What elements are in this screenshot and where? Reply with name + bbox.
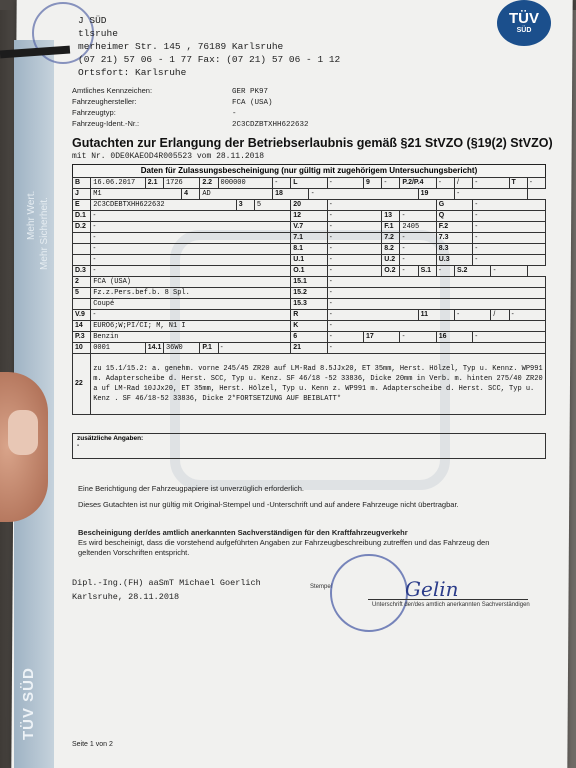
grid-field-value: - [91, 310, 291, 321]
grid-field-key: L [291, 178, 327, 189]
report-date: 28.11.2018 [216, 152, 265, 161]
grid-field-key: G [436, 200, 472, 211]
grid-field-value: - [91, 266, 291, 277]
vehicle-details [72, 86, 309, 130]
place-date: Karlsruhe, 28.11.2018 [72, 592, 180, 602]
grid-field-key: 21 [291, 343, 327, 354]
remarks-field-22: zu 15.1/15.2: a. genehm. vorne 245/45 ZR20 auf LM-Rad 8.5JJx20, ET 35mm, Herst. Hölzel, Typ u. Kennz. WP991 m. Adapterscheibe d. Herst. SCC, Typ u. Kenz. SF 46/18 -52 33836, Dicke 20mm in Verb. m. hinten 275/40 ZR20 a uf LM-Rad 10JJx20, ET 35mm, Herst. Hölzel, Typ u. Kenn z. WP991 m. Adapterscheibe d. Herst. SCC, Typ u. Kenz . SF 46/18-52 33836, Dicke 2*FORTSETZUNG AUF BEIBLATT* [91, 354, 546, 415]
grid-field-key: 7.2 [382, 233, 400, 244]
signature-caption: Unterschrift der/des amtlich anerkannten Sachverständigen [372, 602, 530, 608]
grid-field-value: - [327, 266, 382, 277]
grid-field-key: D.1 [73, 211, 91, 222]
subtitle-prefix: mit Nr. [72, 152, 106, 161]
grid-field-key: 15.3 [291, 299, 327, 310]
grid-field-key: 14 [73, 321, 91, 332]
vehicle-label: Amtliches Kennzeichen: [72, 86, 153, 95]
grid-field-value: - [327, 310, 418, 321]
vehicle-value: - [232, 110, 237, 118]
grid-field-value: - [91, 244, 291, 255]
grid-field-key: O.2 [382, 266, 400, 277]
grid-field-key: 17 [364, 332, 400, 343]
side-brand: TÜV SÜD [20, 667, 37, 740]
grid-field-value: - [473, 255, 546, 266]
stamp-label: Stempel [310, 584, 333, 590]
grid-field-key: 18 [273, 189, 309, 200]
issuer-address [78, 14, 340, 79]
grid-field-value: - [327, 244, 382, 255]
grid-field-value: - [327, 211, 382, 222]
grid-title: Daten für Zulassungsbescheinigung (nur gültig mit zugehörigem Untersuchungsbericht) [72, 164, 546, 177]
issuer-line-3: merheimer Str. 145 , 76189 Karlsruhe [78, 41, 284, 52]
grid-field-value: - [473, 244, 546, 255]
grid-row-22 [73, 354, 546, 415]
tuv-logo [497, 0, 551, 46]
grid-row [73, 211, 546, 222]
grid-field-value: - [327, 343, 545, 354]
examiner-name: Dipl.-Ing.(FH) aaSmT Michael Goerlich [72, 578, 261, 588]
handwritten-signature: Gelin [405, 577, 459, 601]
grid-field-value: - [218, 343, 291, 354]
grid-field-value: EURO6;W;PI/CI; M, N1 I [91, 321, 291, 332]
grid-field-key: 8.2 [382, 244, 400, 255]
grid-field-value: - [400, 233, 436, 244]
grid-field-key: 16 [436, 332, 472, 343]
grid-field-key: T [509, 178, 527, 189]
issuer-line-5: Ortsfort: Karlsruhe [78, 67, 187, 78]
certification-text: Es wird bescheinigt, dass die vorstehend aufgeführten Angaben zur Fahrzeugbeschreibung zutreffen und das Fahrzeug den geltenden Vorschriften entspricht. [78, 538, 490, 557]
document-subtitle [72, 152, 264, 161]
grid-field-key: 22 [73, 354, 91, 415]
grid-field-value: - [473, 332, 546, 343]
grid-field-value: - [91, 255, 291, 266]
grid-field-key: 5 [73, 288, 91, 299]
fingernail [8, 410, 38, 455]
grid-field-value: 2405 [400, 222, 436, 233]
grid-field-value: - [527, 178, 545, 189]
signature-line [368, 599, 528, 600]
grid-field-value: - [327, 321, 545, 332]
grid-field-key: J [73, 189, 91, 200]
grid-field-value: - [327, 200, 436, 211]
signature-block [72, 576, 261, 604]
grid-field-key: 19 [418, 189, 454, 200]
grid-field-value: - [473, 200, 546, 211]
grid-field-value: Fz.z.Pers.bef.b. 8 Spl. [91, 288, 291, 299]
grid-field-value: 16.06.2017 [91, 178, 146, 189]
grid-field-key: D.3 [73, 266, 91, 277]
grid-field-key: P.2/P.4 [400, 178, 436, 189]
logo-line-1: TÜV [509, 10, 539, 27]
grid-field-value: - [400, 332, 436, 343]
vehicle-value: GER PK97 [232, 88, 269, 96]
grid-field-key: U.3 [436, 255, 472, 266]
grid-field-value: - [436, 178, 454, 189]
subtitle-date-prefix: vom [196, 152, 212, 161]
grid-row [73, 332, 546, 343]
issuer-line-2: tlsruhe [78, 28, 118, 39]
grid-field-key: 15.1 [291, 277, 327, 288]
grid-field-key: F.1 [382, 222, 400, 233]
grid-field-key: V.7 [291, 222, 327, 233]
grid-field-key: 2 [73, 277, 91, 288]
grid-field-key: S.1 [418, 266, 436, 277]
grid-field-value: - [400, 255, 436, 266]
grid-field-key: O.1 [291, 266, 327, 277]
grid-row [73, 266, 546, 277]
grid-field-value: - [273, 178, 291, 189]
report-number: 0DE0KAEOD4R005523 [110, 152, 193, 161]
grid-field-value: / [491, 310, 509, 321]
side-claim-1: Mehr Sicherheit. [39, 197, 50, 270]
grid-field-key: 14.1 [145, 343, 163, 354]
grid-row [73, 277, 546, 288]
grid-field-key: 6 [291, 332, 327, 343]
grid-row [73, 233, 546, 244]
logo-line-2: SÜD [516, 27, 532, 34]
grid-field-value: M1 [91, 189, 182, 200]
vehicle-value: FCA (USA) [232, 99, 273, 107]
note-validity: Dieses Gutachten ist nur gültig mit Original-Stempel und -Unterschrift und auf andere Fahrzeuge nicht übertragbar. [78, 500, 459, 509]
grid-row [73, 299, 546, 310]
grid-field-key: B [73, 178, 91, 189]
grid-field-value: 000000 [218, 178, 273, 189]
grid-field-key [73, 244, 91, 255]
grid-field-value: - [473, 222, 546, 233]
grid-field-value: / [454, 178, 472, 189]
grid-field-value: - [509, 310, 546, 321]
grid-row [73, 288, 546, 299]
grid-field-value: 5 [254, 200, 290, 211]
grid-field-value: - [491, 266, 527, 277]
grid-field-value: - [454, 310, 490, 321]
grid-row [73, 244, 546, 255]
grid-field-value: - [436, 266, 454, 277]
grid-field-value: - [91, 222, 291, 233]
grid-field-value: - [327, 222, 382, 233]
grid-field-value: - [473, 178, 509, 189]
grid-field-value: - [454, 189, 527, 200]
grid-field-key: 15.2 [291, 288, 327, 299]
grid-field-value: - [473, 233, 546, 244]
grid-field-key: 10 [73, 343, 91, 354]
grid-field-value: - [91, 211, 291, 222]
grid-field-value: - [327, 178, 363, 189]
grid-field-value: - [400, 211, 436, 222]
grid-field-key [73, 255, 91, 266]
grid-row [73, 178, 546, 189]
grid-field-key [73, 233, 91, 244]
grid-field-key: 3 [236, 200, 254, 211]
grid-field-key: Q [436, 211, 472, 222]
grid-field-key: E [73, 200, 91, 211]
grid-field-key: 12 [291, 211, 327, 222]
grid-field-key: U.2 [382, 255, 400, 266]
note-correction: Eine Berichtigung der Fahrzeugpapiere ist unverzüglich erforderlich. [78, 484, 304, 493]
grid-field-key: 2.2 [200, 178, 218, 189]
grid-field-value: 2C3CDEBTXHH622632 [91, 200, 237, 211]
grid-field-key: 11 [418, 310, 454, 321]
grid-field-value: FCA (USA) [91, 277, 291, 288]
vehicle-label: Fahrzeugtyp: [72, 108, 116, 117]
grid-field-value: - [327, 277, 545, 288]
grid-field-key: 7.1 [291, 233, 327, 244]
grid-field-key: F.2 [436, 222, 472, 233]
document-title: Gutachten zur Erlangung der Betriebserlaubnis gemäß §21 StVZO (§19(2) StVZO) [72, 136, 553, 150]
grid-field-key: P.3 [73, 332, 91, 343]
grid-field-value: - [473, 211, 546, 222]
grid-field-value: - [327, 332, 363, 343]
additional-info-value: - [77, 442, 80, 449]
grid-field-value: AD [200, 189, 273, 200]
grid-field-key: 8.1 [291, 244, 327, 255]
additional-info-label: zusätzliche Angaben: [77, 435, 144, 442]
grid-field-key: V.9 [73, 310, 91, 321]
grid-field-key: K [291, 321, 327, 332]
grid-row [73, 255, 546, 266]
vehicle-label: Fahrzeug-Ident.-Nr.: [72, 119, 140, 128]
grid-field-key: 4 [182, 189, 200, 200]
grid-row [73, 310, 546, 321]
grid-field-value: - [400, 266, 418, 277]
grid-field-key: 2.1 [145, 178, 163, 189]
grid-field-key: S.2 [454, 266, 490, 277]
grid-field-value: - [400, 244, 436, 255]
grid-field-value: - [91, 233, 291, 244]
grid-field-key: 20 [291, 200, 327, 211]
certification-heading: Bescheinigung der/des amtlich anerkannten Sachverständigen für den Kraftfahrzeugverkehr [78, 528, 408, 537]
grid-row [73, 189, 546, 200]
registration-data-grid [72, 164, 546, 415]
grid-table [72, 177, 546, 415]
grid-field-value: - [327, 299, 545, 310]
grid-field-value: - [327, 255, 382, 266]
official-stamp [330, 554, 408, 632]
grid-row [73, 200, 546, 211]
grid-field-key: P.1 [200, 343, 218, 354]
grid-field-key: D.2 [73, 222, 91, 233]
grid-field-value: - [327, 233, 382, 244]
grid-row [73, 222, 546, 233]
grid-field-key: U.1 [291, 255, 327, 266]
grid-field-value: - [327, 288, 545, 299]
grid-field-value: Benzin [91, 332, 291, 343]
vehicle-value: 2C3CDZBTXHH622632 [232, 121, 309, 129]
vehicle-label: Fahrzeughersteller: [72, 97, 137, 106]
grid-field-key: 8.3 [436, 244, 472, 255]
grid-field-value: Coupé [91, 299, 291, 310]
issuer-line-4: (07 21) 57 06 - 1 77 Fax: (07 21) 57 06 - 1 12 [78, 54, 341, 65]
grid-row [73, 321, 546, 332]
grid-field-value: - [382, 178, 400, 189]
additional-info-box [72, 433, 546, 459]
issuer-line-1: J SÜD [78, 15, 107, 26]
grid-field-key: R [291, 310, 327, 321]
grid-row [73, 343, 546, 354]
side-claim-2: Mehr Wert. [26, 190, 37, 240]
grid-field-value: - [309, 189, 418, 200]
page-number: Seite 1 von 2 [72, 741, 113, 748]
grid-field-value: 0001 [91, 343, 146, 354]
grid-field-key: 9 [364, 178, 382, 189]
grid-field-value: 36W0 [163, 343, 199, 354]
grid-field-key: 13 [382, 211, 400, 222]
grid-field-key [73, 299, 91, 310]
grid-field-key: 7.3 [436, 233, 472, 244]
grid-field-value: 1726 [163, 178, 199, 189]
